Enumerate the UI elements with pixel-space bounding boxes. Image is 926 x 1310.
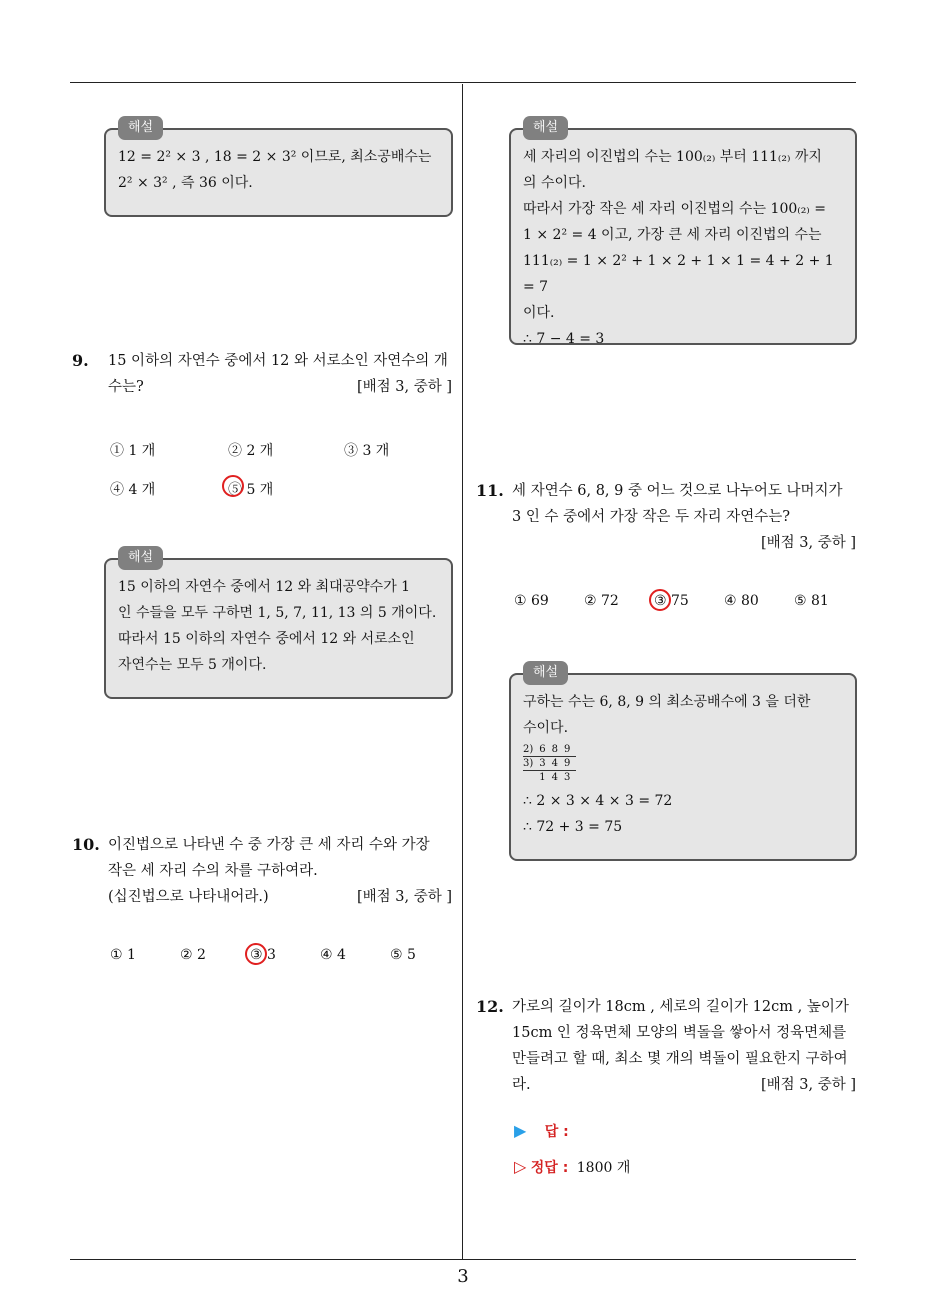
solution-tag: 해설: [523, 661, 568, 685]
question-number: 9.: [72, 351, 89, 370]
option-4[interactable]: ④ 4: [320, 947, 346, 963]
solution-line: 이다.: [523, 305, 555, 321]
points-label: [배점 3, 중하 ]: [356, 889, 452, 905]
question-9: [72, 348, 452, 400]
division-cell: 6: [539, 743, 551, 757]
division-cell: 1: [539, 772, 546, 783]
question-text: 가로의 길이가 18cm , 세로의 길이가 12cm , 높이가: [512, 999, 849, 1015]
division-ladder: [523, 743, 576, 784]
correct-answer-value: 1800 개: [576, 1160, 631, 1176]
solution-line: 구하는 수는 6, 8, 9 의 최소공배수에 3 을 더한: [523, 694, 811, 710]
solution-box-11: [509, 665, 857, 861]
division-cell: 9: [564, 757, 576, 771]
option-3[interactable]: ③ 3 개: [344, 443, 390, 459]
solution-line: 1 × 2² = 4 이고, 가장 큰 세 자리 이진법의 수는: [523, 227, 822, 243]
solution-line: 2² × 3² , 즉 36 이다.: [118, 175, 253, 191]
option-3[interactable]: ③ 75: [654, 593, 689, 609]
answer-line: [514, 1121, 569, 1141]
solution-tag: 해설: [118, 116, 163, 140]
division-cell: 3: [539, 757, 551, 771]
solution-line: 따라서 가장 작은 세 자리 이진법의 수는 100₍₂₎ =: [523, 201, 826, 217]
option-3[interactable]: ③ 3: [250, 947, 276, 963]
page-number: 3: [457, 1266, 469, 1287]
solution-box-8: [104, 120, 453, 217]
division-cell: 3): [523, 757, 539, 771]
option-4[interactable]: ④ 80: [724, 593, 759, 609]
option-5[interactable]: ⑤ 5 개: [228, 482, 274, 498]
division-cell: 4: [551, 772, 559, 783]
column-divider: [462, 84, 463, 1260]
question-text: 작은 세 자리 수의 차를 구하여라.: [108, 863, 318, 879]
question-text: 라.: [512, 1077, 531, 1093]
question-10: [72, 832, 452, 910]
solution-line: ∴ 2 × 3 × 4 × 3 = 72: [523, 793, 673, 809]
division-cell: [523, 771, 539, 784]
option-2[interactable]: ② 2: [180, 947, 206, 963]
solution-line: 111₍₂₎ = 1 × 2² + 1 × 2 + 1 × 1 = 4 + 2 + 1 = 7: [523, 253, 834, 295]
solution-tag: 해설: [118, 546, 163, 570]
question-text: 세 자연수 6, 8, 9 중 어느 것으로 나누어도 나머지가: [512, 483, 843, 499]
points-label: [배점 3, 중하 ]: [760, 535, 856, 551]
option-2[interactable]: ② 2 개: [228, 443, 274, 459]
question-text: 15 이하의 자연수 중에서 12 와 서로소인 자연수의 개: [108, 353, 448, 369]
question-number: 11.: [476, 481, 504, 500]
division-cell: 8: [552, 743, 564, 757]
question-number: 12.: [476, 997, 504, 1016]
solution-line: 의 수이다.: [523, 175, 586, 191]
points-label: [배점 3, 중하 ]: [760, 1077, 856, 1093]
question-text: 15cm 인 정육면체 모양의 벽돌을 쌓아서 정육면체를: [512, 1025, 847, 1041]
question-text: (십진법으로 나타내어라.): [108, 889, 269, 905]
points-label: [배점 3, 중하 ]: [356, 379, 452, 395]
solution-line: 자연수는 모두 5 개이다.: [118, 657, 267, 673]
option-1[interactable]: ① 69: [514, 593, 549, 609]
option-1[interactable]: ① 1: [110, 947, 136, 963]
answer-label: 답 :: [544, 1124, 569, 1140]
division-cell: 9: [564, 743, 576, 757]
option-1[interactable]: ① 1 개: [110, 443, 156, 459]
solution-line: 인 수들을 모두 구하면 1, 5, 7, 11, 13 의 5 개이다.: [118, 605, 437, 621]
play-triangle-icon: ▶: [514, 1121, 527, 1140]
question-12: [476, 994, 856, 1098]
question-text: 수는?: [108, 379, 144, 395]
question-11: [476, 478, 856, 556]
solution-box-10: [509, 120, 857, 347]
question-text: 이진법으로 나타낸 수 중 가장 큰 세 자리 수와 가장: [108, 837, 430, 853]
answer-circle-mark: [245, 943, 267, 965]
correct-answer-line: [514, 1157, 630, 1177]
solution-line: 수이다.: [523, 720, 569, 736]
solution-line: 따라서 15 이하의 자연수 중에서 12 와 서로소인: [118, 631, 415, 647]
solution-line: 세 자리의 이진법의 수는 100₍₂₎ 부터 111₍₂₎ 까지: [523, 149, 822, 165]
question-text: 3 인 수 중에서 가장 작은 두 자리 자연수는?: [512, 509, 790, 525]
outline-triangle-icon: ▷: [514, 1157, 527, 1176]
top-rule: [70, 82, 856, 83]
solution-line: 15 이하의 자연수 중에서 12 와 최대공약수가 1: [118, 579, 411, 595]
division-cell: 3: [564, 772, 571, 783]
question-text: 만들려고 할 때, 최소 몇 개의 벽돌이 필요한지 구하여: [512, 1051, 848, 1067]
solution-line: ∴ 72 + 3 = 75: [523, 819, 623, 835]
question-number: 10.: [72, 835, 100, 854]
answer-circle-mark: [222, 475, 244, 497]
option-4[interactable]: ④ 4 개: [110, 482, 156, 498]
solution-line: ∴ 7 − 4 = 3: [523, 331, 605, 347]
option-2[interactable]: ② 72: [584, 593, 619, 609]
solution-tag: 해설: [523, 116, 568, 140]
option-5[interactable]: ⑤ 5: [390, 947, 416, 963]
bottom-rule: [70, 1259, 856, 1260]
division-cell: 4: [552, 757, 564, 771]
option-5[interactable]: ⑤ 81: [794, 593, 829, 609]
solution-box-9: [104, 550, 453, 699]
answer-circle-mark: [649, 589, 671, 611]
division-cell: 2): [523, 743, 539, 757]
correct-answer-label: 정답 :: [530, 1160, 569, 1176]
solution-line: 12 = 2² × 3 , 18 = 2 × 3² 이므로, 최소공배수는: [118, 149, 432, 165]
